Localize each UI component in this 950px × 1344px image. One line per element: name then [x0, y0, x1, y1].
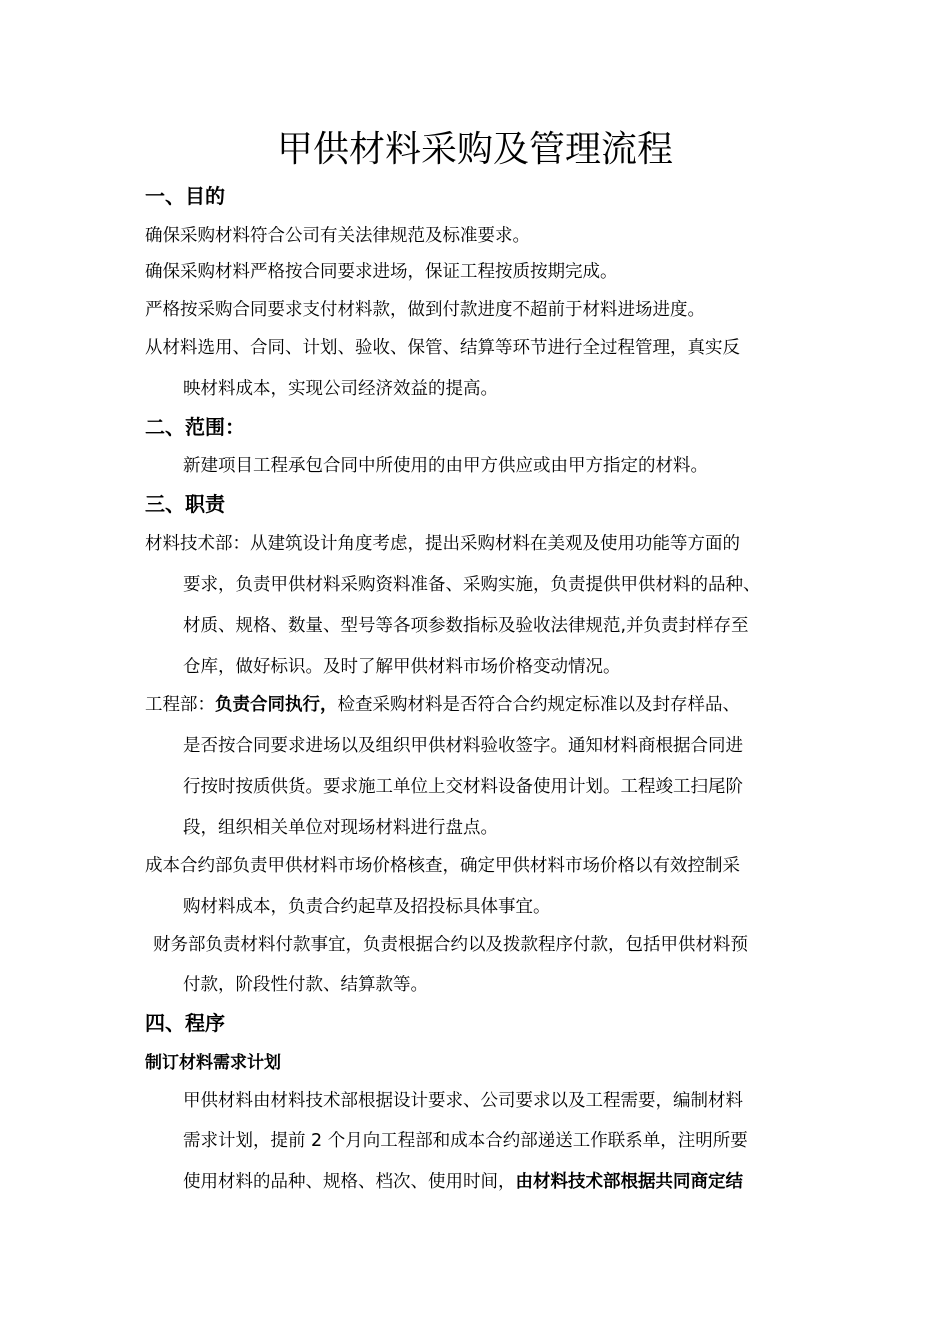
- heading-procedure: 四、程序: [145, 1011, 225, 1035]
- duty-eng-bold: 负责合同执行，: [215, 695, 338, 715]
- duty-tech-line: 要求，负责甲供材料采购资料准备、采购实施，负责提供甲供材料的品种、: [183, 575, 761, 595]
- duty-tech-line: 材质、规格、数量、型号等各项参数指标及验收法律规范,并负责封样存至: [183, 616, 749, 636]
- duty-eng-line: 段，组织相关单位对现场材料进行盘点。: [183, 818, 498, 838]
- heading-scope: 二、范围：: [145, 415, 245, 439]
- duty-tech-line: 材料技术部：从建筑设计角度考虑，提出采购材料在美观及使用功能等方面的: [145, 534, 740, 554]
- duty-eng-prefix: 工程部：: [145, 695, 215, 715]
- procedure-line: [183, 1169, 743, 1195]
- duty-tech-line: 仓库，做好标识。及时了解甲供材料市场价格变动情况。: [183, 657, 621, 677]
- procedure-last-bold: 由材料技术部根据共同商定结: [515, 1172, 743, 1192]
- purpose-line: 确保采购材料符合公司有关法律规范及标准要求。: [145, 226, 530, 246]
- duty-eng-line: [145, 692, 740, 718]
- document-title: 甲供材料采购及管理流程: [276, 129, 673, 170]
- scope-line: 新建项目工程承包合同中所使用的由甲方供应或由甲方指定的材料。: [183, 456, 708, 476]
- procedure-line: 需求计划，提前 2 个月向工程部和成本合约部递送工作联系单，注明所要: [183, 1131, 748, 1151]
- procedure-last-normal: 使用材料的品种、规格、档次、使用时间，: [183, 1172, 516, 1192]
- duty-eng-line: 是否按合同要求进场以及组织甲供材料验收签字。通知材料商根据合同进: [183, 736, 743, 756]
- duty-eng-rest: 检查采购材料是否符合合约规定标准以及封存样品、: [337, 695, 740, 715]
- duty-eng-line: 行按时按质供货。要求施工单位上交材料设备使用计划。工程竣工扫尾阶: [183, 777, 743, 797]
- heading-purpose: 一、目的: [145, 184, 225, 208]
- duty-cost-line: 购材料成本，负责合约起草及招投标具体事宜。: [183, 897, 551, 917]
- heading-duties: 三、职责: [145, 492, 225, 516]
- purpose-line: 映材料成本，实现公司经济效益的提高。: [183, 379, 498, 399]
- duty-finance-line: 财务部负责材料付款事宜，负责根据合约以及拨款程序付款，包括甲供材料预: [153, 935, 748, 955]
- purpose-line: 从材料选用、合同、计划、验收、保管、结算等环节进行全过程管理，真实反: [145, 338, 740, 358]
- procedure-line: 甲供材料由材料技术部根据设计要求、公司要求以及工程需要，编制材料: [183, 1091, 743, 1111]
- duty-cost-line: 成本合约部负责甲供材料市场价格核查，确定甲供材料市场价格以有效控制采: [145, 856, 740, 876]
- subheading-demand-plan: 制订材料需求计划: [145, 1053, 281, 1073]
- purpose-line: 严格按采购合同要求支付材料款，做到付款进度不超前于材料进场进度。: [145, 300, 705, 320]
- duty-finance-line: 付款，阶段性付款、结算款等。: [183, 975, 428, 995]
- purpose-line: 确保采购材料严格按合同要求进场，保证工程按质按期完成。: [145, 262, 618, 282]
